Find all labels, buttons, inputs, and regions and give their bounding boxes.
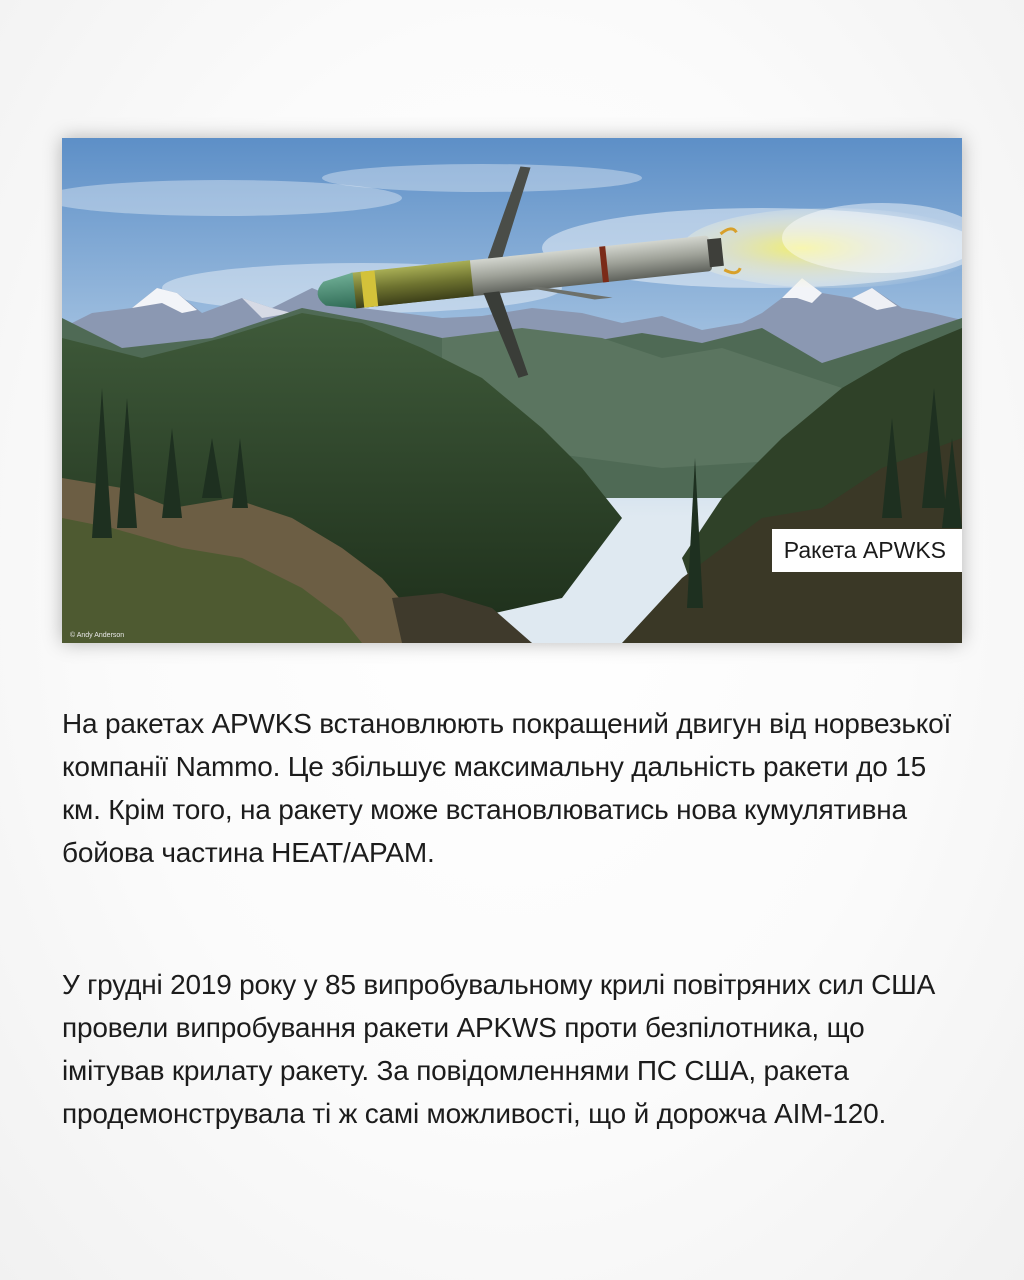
paragraph-2: У грудні 2019 року у 85 випробувальному крилі повітряних сил США провели випробування ракети APKWS проти безпілотника, що імітував крилату ракету. За повідомленнями ПС США, ракета продемонструвала ті ж самі можливості, що й дорожча AIM-120.: [62, 969, 936, 1129]
missile-photo: [62, 138, 962, 643]
paragraph-1: На ракетах APWKS встановлюють покращений двигун від норвезької компанії Nammo. Це збільшує максимальну дальність ракети до 15 км. Крім того, на ракету може встановлюватись нова кумулятивна бойова частина HEAT/APAM.: [62, 708, 952, 868]
photo-credit: © Andy Anderson: [70, 632, 125, 639]
image-caption: Ракета APWKS: [772, 529, 962, 572]
